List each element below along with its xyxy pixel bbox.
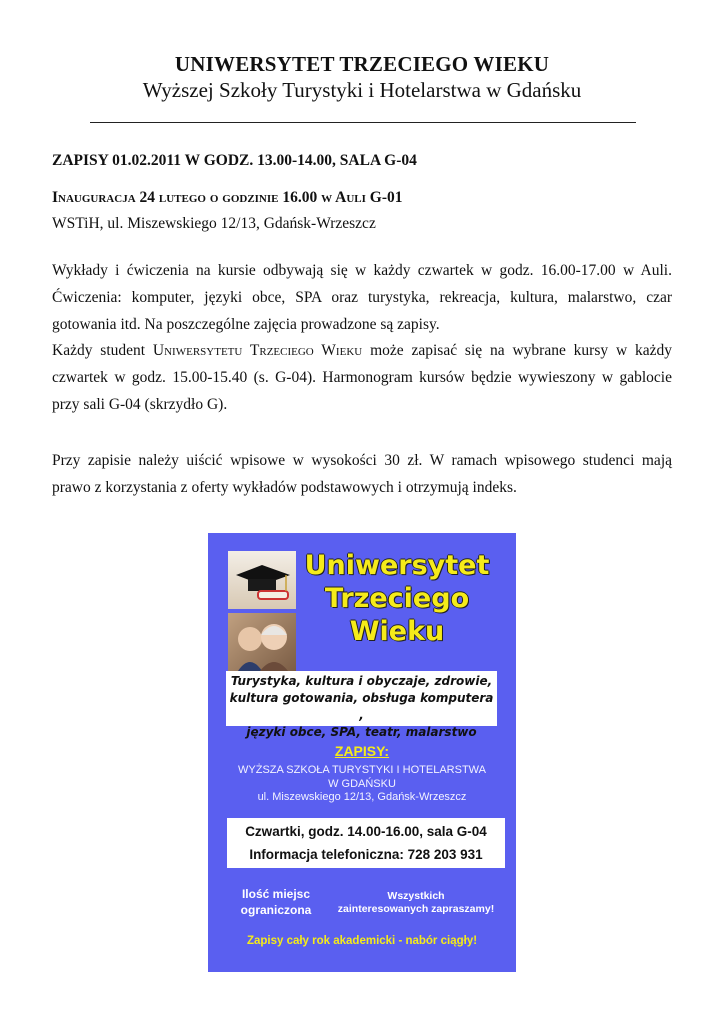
schedule-line: Czwartki, godz. 14.00-16.00, sala G-04 [245, 824, 487, 839]
school-line-1: WYŻSZA SZKOŁA TURYSTYKI I HOTELARSTWA [238, 764, 486, 776]
school-line-2: W GDAŃSKU [328, 777, 396, 790]
graduation-cap-image [228, 551, 296, 609]
enrollment-date: ZAPISY 01.02.2011 W GODZ. 13.00-14.00, SALA G-04 [52, 152, 417, 169]
paragraph-1-line-2: Ćwiczenia: komputer, języki obce, SPA oraz turystyka, rekreacja, kultura, malarstwo, czar [52, 289, 672, 306]
paragraph-3-line-2: prawo z korzystania z oferty wykładów podstawowych i otrzymują indeks. [52, 479, 517, 496]
paragraph-2-line-3: przy sali G-04 (skrzydło G). [52, 396, 228, 413]
page-subtitle: Wyższej Szkoły Turystyki i Hotelarstwa w Gdańsku [142, 78, 582, 102]
topics-line-3: języki obce, SPA, teatr, malarstwo [246, 725, 477, 739]
seniors-photo [228, 613, 296, 671]
invitation-line-2: zainteresowanych zapraszamy! [337, 903, 495, 915]
poster [208, 533, 516, 972]
poster-schedule-box [227, 818, 505, 868]
poster-title [292, 549, 502, 648]
paragraph-1-line-3: gotowania itd. Na poszczególne zajęcia prowadzone są zapisy. [52, 316, 440, 333]
invitation-line-1: Wszystkich [387, 890, 445, 902]
poster-zapisy-heading: ZAPISY: [334, 743, 390, 759]
topics-line-2: kultura gotowania, obsługa komputera , [229, 691, 494, 722]
page-title: UNIWERSYTET TRZECIEGO WIEKU [174, 52, 550, 76]
poster-title-line-2: Trzeciego [324, 583, 470, 614]
paragraph-3-line-1: Przy zapisie należy uiścić wpisowe w wysokości 30 zł. W ramach wpisowego studenci mają [52, 452, 672, 469]
limited-seats-line-1: Ilość miejsc [241, 887, 311, 901]
invitation [326, 890, 506, 916]
poster-school [208, 764, 516, 805]
text-fragment: może zapisać się na wybrane kursy w każdy [362, 342, 673, 359]
topics-line-1: Turystyka, kultura i obyczaje, zdrowie, [230, 674, 493, 688]
header-divider [90, 122, 636, 123]
poster-title-line-1: Uniwersytet [304, 550, 490, 581]
school-line-3: ul. Miszewskiego 12/13, Gdańsk-Wrzeszcz [257, 791, 467, 803]
year-round-enrollment: Zapisy cały rok akademicki - nabór ciągły! [246, 935, 478, 947]
limited-seats-line-2: ograniczona [240, 903, 312, 917]
phone-line: Informacja telefoniczna: 728 203 931 [249, 847, 483, 862]
paragraph-2-line-1 [52, 342, 672, 360]
text-fragment: Każdy student [52, 342, 153, 359]
university-name-smallcaps: Uniwersytetu Trzeciego Wieku [152, 342, 363, 359]
paragraph-2-line-2: czwartek w godz. 15.00-15.40 (s. G-04). Harmonogram kursów będzie wywieszony w gablocie [52, 369, 672, 386]
poster-topics [226, 671, 497, 739]
address-line: WSTiH, ul. Miszewskiego 12/13, Gdańsk-Wrzeszcz [52, 215, 376, 232]
inauguration-info: Inauguracja 24 lutego o godzinie 16.00 w Auli G-01 [52, 189, 403, 206]
limited-seats [232, 886, 320, 918]
poster-title-line-3: Wieku [349, 616, 445, 647]
paragraph-1-line-1: Wykłady i ćwiczenia na kursie odbywają się w każdy czwartek w godz. 16.00-17.00 w Auli. [52, 262, 672, 279]
